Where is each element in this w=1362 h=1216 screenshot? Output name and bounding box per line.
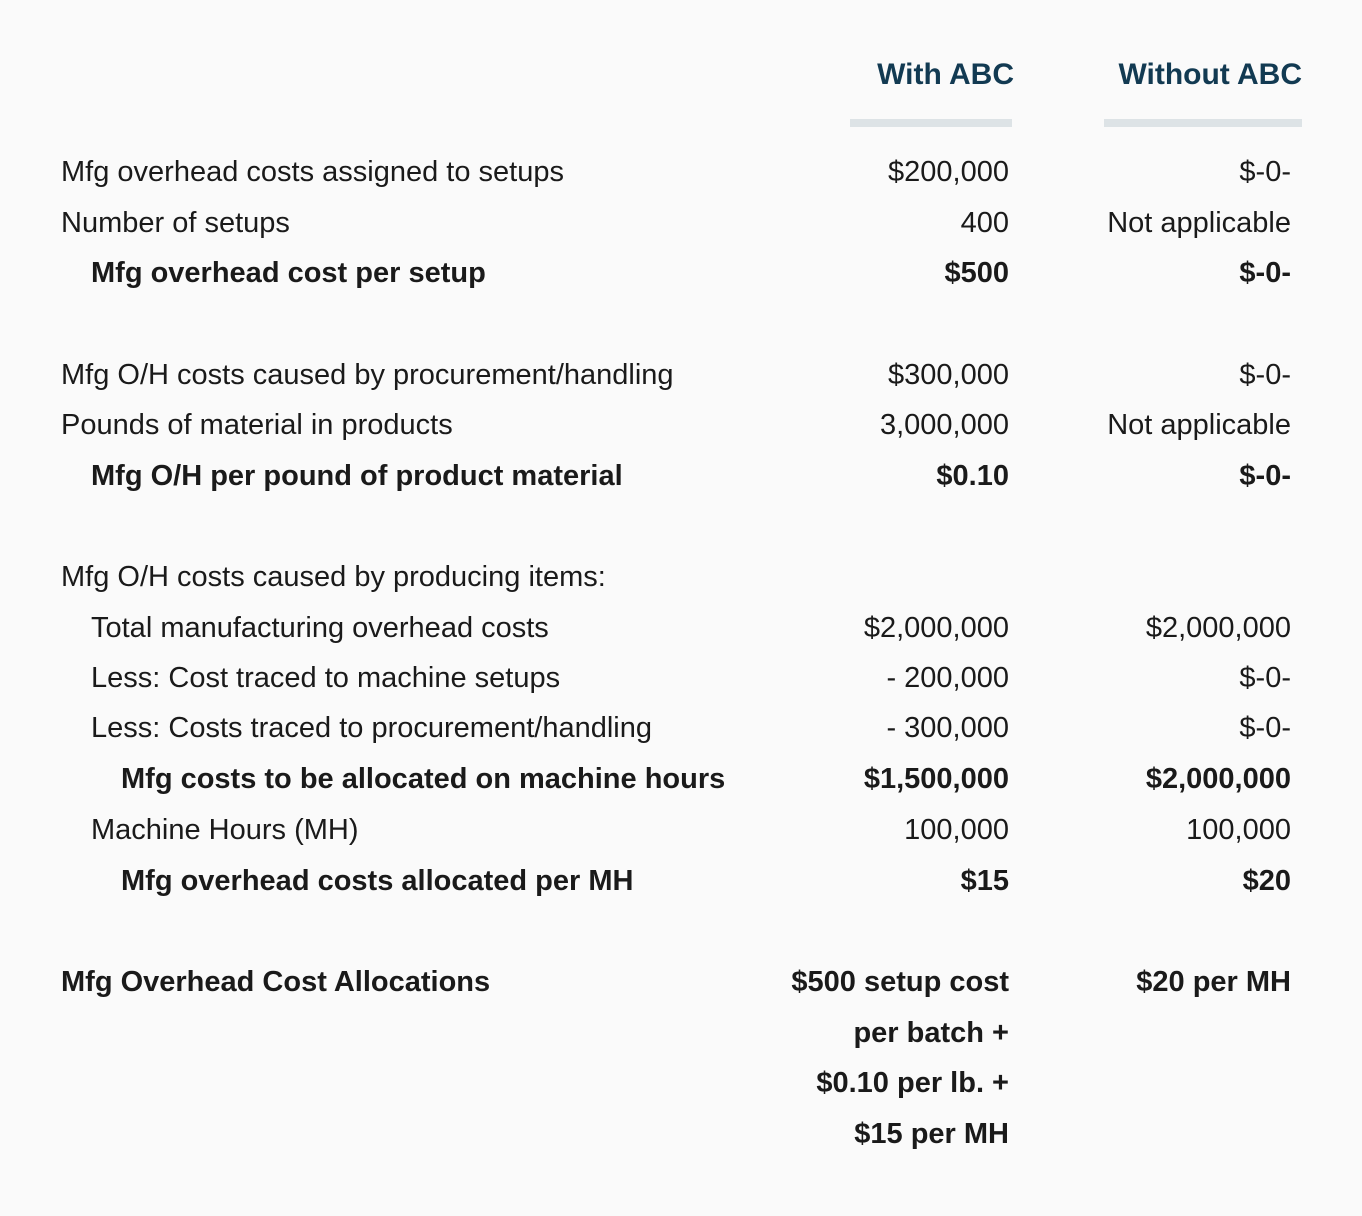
row-label: Mfg O/H costs caused by producing items: xyxy=(61,561,606,593)
row-label: Mfg overhead costs allocated per MH xyxy=(121,865,634,897)
column-header-with-abc: With ABC xyxy=(877,58,1014,91)
with-abc-value: $2,000,000 xyxy=(863,612,1009,644)
with-abc-value: 400 xyxy=(960,207,1009,239)
table-row-total xyxy=(0,451,1362,501)
table-row xyxy=(0,147,1362,197)
row-label: Mfg overhead cost per setup xyxy=(91,257,486,289)
table-row xyxy=(0,603,1362,653)
with-abc-value: $15 xyxy=(960,865,1009,897)
without-abc-value: $20 xyxy=(1242,865,1291,897)
row-label: Less: Cost traced to machine setups xyxy=(91,662,561,694)
table-row xyxy=(0,400,1362,450)
with-abc-value: $0.10 xyxy=(936,460,1009,492)
with-abc-value: $1,500,000 xyxy=(863,763,1009,795)
table-row-total xyxy=(0,856,1362,906)
row-label: Mfg costs to be allocated on machine hours xyxy=(121,763,726,795)
allocation-line: per batch + xyxy=(853,1016,1009,1049)
with-abc-allocation xyxy=(791,957,1009,1159)
table-row xyxy=(0,350,1362,400)
without-abc-value: $-0- xyxy=(1239,359,1291,391)
table-row xyxy=(0,805,1362,855)
without-abc-allocation: $20 per MH xyxy=(1136,966,1291,998)
row-label: Mfg O/H costs caused by procurement/handling xyxy=(61,359,674,391)
allocation-line: $500 setup cost xyxy=(791,966,1009,998)
without-abc-value: $-0- xyxy=(1239,460,1291,492)
row-label: Total manufacturing overhead costs xyxy=(91,612,549,644)
without-abc-value: $-0- xyxy=(1239,257,1291,289)
row-label: Less: Costs traced to procurement/handling xyxy=(91,712,652,744)
without-abc-value: Not applicable xyxy=(1107,409,1291,441)
row-label: Mfg O/H per pound of product material xyxy=(91,460,623,492)
column-header-without-abc: Without ABC xyxy=(1118,58,1302,91)
table-row xyxy=(0,703,1362,753)
table-row xyxy=(0,653,1362,703)
without-abc-value: 100,000 xyxy=(1186,814,1291,846)
with-abc-value: $200,000 xyxy=(888,156,1009,188)
with-abc-value: - 300,000 xyxy=(886,712,1009,744)
without-abc-value: Not applicable xyxy=(1107,207,1291,239)
without-abc-value: $-0- xyxy=(1239,156,1291,188)
allocations-label: Mfg Overhead Cost Allocations xyxy=(61,966,491,998)
without-abc-value: $-0- xyxy=(1239,712,1291,744)
header-underline-with-abc xyxy=(850,119,1012,127)
table-row-total xyxy=(0,248,1362,298)
table-row xyxy=(0,198,1362,248)
with-abc-value: $300,000 xyxy=(888,359,1009,391)
header-underline-without-abc xyxy=(1104,119,1302,127)
row-label: Pounds of material in products xyxy=(61,409,453,441)
table-row-section-label xyxy=(0,552,1362,602)
row-label: Machine Hours (MH) xyxy=(91,814,359,846)
with-abc-value: 100,000 xyxy=(904,814,1009,846)
with-abc-value: $500 xyxy=(944,257,1009,289)
with-abc-value: 3,000,000 xyxy=(879,409,1009,441)
allocation-line: $15 per MH xyxy=(854,1117,1009,1150)
row-label: Number of setups xyxy=(61,207,290,239)
row-label: Mfg overhead costs assigned to setups xyxy=(61,156,564,188)
without-abc-value: $2,000,000 xyxy=(1145,763,1291,795)
allocation-line: $0.10 per lb. + xyxy=(816,1067,1009,1099)
without-abc-value: $-0- xyxy=(1239,662,1291,694)
table-row-total xyxy=(0,754,1362,804)
with-abc-value: - 200,000 xyxy=(886,662,1009,694)
without-abc-value: $2,000,000 xyxy=(1145,612,1291,644)
